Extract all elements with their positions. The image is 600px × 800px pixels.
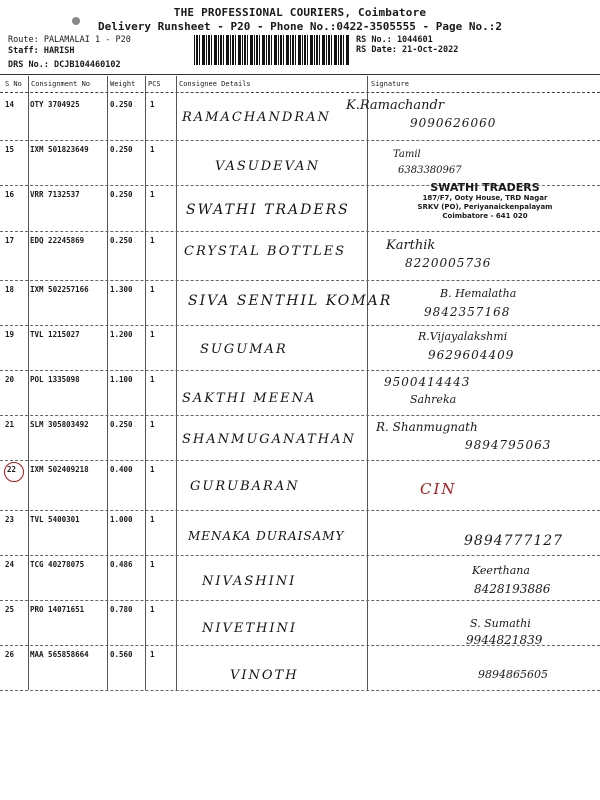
row-signature-name: Keerthana xyxy=(472,564,530,577)
header-divider xyxy=(0,74,600,75)
row-pcs: 1 xyxy=(150,330,155,339)
row-consignment: TVL 1215027 xyxy=(30,330,80,339)
barcode xyxy=(194,35,350,65)
row-weight: 1.200 xyxy=(110,330,133,339)
row-consignee: SUGUMAR xyxy=(200,342,288,357)
col-header-sno: S No xyxy=(5,80,22,88)
row-consignment: MAA 565858664 xyxy=(30,650,89,659)
row-signature-phone: 9629604409 xyxy=(428,348,515,362)
row-pcs: 1 xyxy=(150,605,155,614)
table-row xyxy=(0,326,600,371)
row-pcs: 1 xyxy=(150,560,155,569)
row-signature-name: S. Sumathi xyxy=(470,617,531,630)
row-pcs: 1 xyxy=(150,465,155,474)
document-title: THE PROFESSIONAL COURIERS, Coimbatore xyxy=(173,6,427,19)
col-header-signature: Signature xyxy=(371,80,409,88)
drs-number: DRS No.: DCJB104460102 xyxy=(8,60,121,70)
row-consignee: SHANMUGANATHAN xyxy=(182,432,356,447)
row-weight: 0.486 xyxy=(110,560,133,569)
row-pcs: 1 xyxy=(150,515,155,524)
row-consignment: SLM 305803492 xyxy=(30,420,89,429)
route-info: Route: PALAMALAI 1 - P20 xyxy=(8,35,131,45)
row-consignment: IXM 502257166 xyxy=(30,285,89,294)
company-stamp xyxy=(385,182,585,221)
row-signature-phone: 9842357168 xyxy=(424,305,511,319)
row-signature-phone: Sahreka xyxy=(410,393,457,406)
table-row xyxy=(0,646,600,691)
row-sno: 24 xyxy=(5,560,15,569)
row-consignment: OTY 3704925 xyxy=(30,100,80,109)
table-row xyxy=(0,141,600,186)
row-weight: 1.000 xyxy=(110,515,133,524)
row-weight: 1.300 xyxy=(110,285,133,294)
row-consignment: TVL 5400301 xyxy=(30,515,80,524)
row-consignee: SIVA SENTHIL KOMAR xyxy=(188,293,393,309)
row-signature-phone: 9894777127 xyxy=(464,533,564,549)
row-weight: 0.250 xyxy=(110,145,133,154)
row-signature-phone: 9894795063 xyxy=(465,438,552,452)
row-consignment: TCG 40278075 xyxy=(30,560,85,569)
row-sno: 22 xyxy=(7,465,17,474)
row-weight: 0.250 xyxy=(110,190,133,199)
stamp-name: SWATHI TRADERS xyxy=(430,181,540,194)
row-consignment: EDQ 22245869 xyxy=(30,236,85,245)
table-row xyxy=(0,511,600,556)
table-row xyxy=(0,96,600,141)
row-pcs: 1 xyxy=(150,420,155,429)
table-row xyxy=(0,371,600,416)
table-row xyxy=(0,601,600,646)
row-sno: 17 xyxy=(5,236,15,245)
table-row xyxy=(0,416,600,461)
col-header-consignee: Consignee Details xyxy=(179,80,251,88)
row-signature-name: R. Shanmugnath xyxy=(376,420,478,434)
row-signature-name: B. Hemalatha xyxy=(440,287,517,300)
row-signature-phone: 8428193886 xyxy=(474,582,551,596)
row-sno: 21 xyxy=(5,420,15,429)
row-consignment: IXM 501823649 xyxy=(30,145,89,154)
row-weight: 0.250 xyxy=(110,236,133,245)
staff-info: Staff: HARISH xyxy=(8,46,75,56)
row-pcs: 1 xyxy=(150,375,155,384)
red-signature-mark: CIN xyxy=(420,480,457,498)
row-signature-phone: 8220005736 xyxy=(405,256,492,270)
stamp-address-line: 187/F7, Ooty House, TRD Nagar xyxy=(422,194,548,202)
row-pcs: 1 xyxy=(150,236,155,245)
rs-date: RS Date: 21-Oct-2022 xyxy=(356,45,459,55)
row-signature-phone: 9090626060 xyxy=(410,116,497,130)
table-row xyxy=(0,281,600,326)
column-header-divider xyxy=(0,92,600,93)
row-consignment: IXM 502409218 xyxy=(30,465,89,474)
row-pcs: 1 xyxy=(150,100,155,109)
row-signature-name: R.Vijayalakshmi xyxy=(418,330,508,343)
row-consignment: PRO 14071651 xyxy=(30,605,85,614)
stamp-address-line: SRKV (PO), Periyanaickenpalayam xyxy=(417,203,553,211)
col-header-consignment: Consignment No xyxy=(31,80,91,88)
row-sno: 18 xyxy=(5,285,15,294)
row-pcs: 1 xyxy=(150,285,155,294)
row-signature-name: K.Ramachandr xyxy=(346,98,445,113)
row-sno: 26 xyxy=(5,650,15,659)
row-sno: 20 xyxy=(5,375,15,384)
row-sno: 15 xyxy=(5,145,15,154)
row-signature-name: Karthik xyxy=(386,238,436,253)
row-signature-name: Tamil xyxy=(393,149,421,160)
row-consignee: NIVASHINI xyxy=(202,574,297,589)
row-signature-phone: 6383380967 xyxy=(398,165,462,176)
col-header-pcs: PCS xyxy=(148,80,161,88)
row-pcs: 1 xyxy=(150,190,155,199)
punch-mark xyxy=(72,17,80,25)
row-weight: 0.250 xyxy=(110,100,133,109)
row-signature-phone: 9894865605 xyxy=(478,668,548,681)
row-consignee: CRYSTAL BOTTLES xyxy=(184,244,346,259)
row-consignee: MENAKA DURAISAMY xyxy=(188,529,345,543)
table-row xyxy=(0,232,600,281)
row-consignee: RAMACHANDRAN xyxy=(182,110,331,125)
row-pcs: 1 xyxy=(150,145,155,154)
row-weight: 0.400 xyxy=(110,465,133,474)
document-subtitle: Delivery Runsheet - P20 - Phone No.:0422-3505555 - Page No.:2 xyxy=(98,20,502,33)
row-consignee: SWATHI TRADERS xyxy=(186,202,350,218)
row-pcs: 1 xyxy=(150,650,155,659)
rs-number: RS No.: 1044601 xyxy=(356,35,433,45)
stamp-address-line: Coimbatore - 641 020 xyxy=(442,212,528,220)
row-consignee: VASUDEVAN xyxy=(215,159,320,174)
row-consignee: NIVETHINI xyxy=(202,621,298,636)
row-weight: 1.100 xyxy=(110,375,133,384)
row-sno: 14 xyxy=(5,100,15,109)
table-row xyxy=(0,556,600,601)
row-consignee: GURUBARAN xyxy=(190,479,300,494)
row-sno: 25 xyxy=(5,605,15,614)
row-weight: 0.780 xyxy=(110,605,133,614)
row-consignee: SAKTHI MEENA xyxy=(182,391,317,406)
row-sno: 19 xyxy=(5,330,15,339)
row-sno: 23 xyxy=(5,515,15,524)
row-weight: 0.560 xyxy=(110,650,133,659)
row-signature-phone: 9944821839 xyxy=(466,633,543,647)
col-header-weight: Weight xyxy=(110,80,136,88)
table-row xyxy=(0,461,600,511)
row-signature-name: 9500414443 xyxy=(384,375,471,389)
row-consignment: VRR 7132537 xyxy=(30,190,80,199)
row-consignment: POL 1335098 xyxy=(30,375,80,384)
row-sno: 16 xyxy=(5,190,15,199)
row-weight: 0.250 xyxy=(110,420,133,429)
row-consignee: VINOTH xyxy=(230,668,299,683)
